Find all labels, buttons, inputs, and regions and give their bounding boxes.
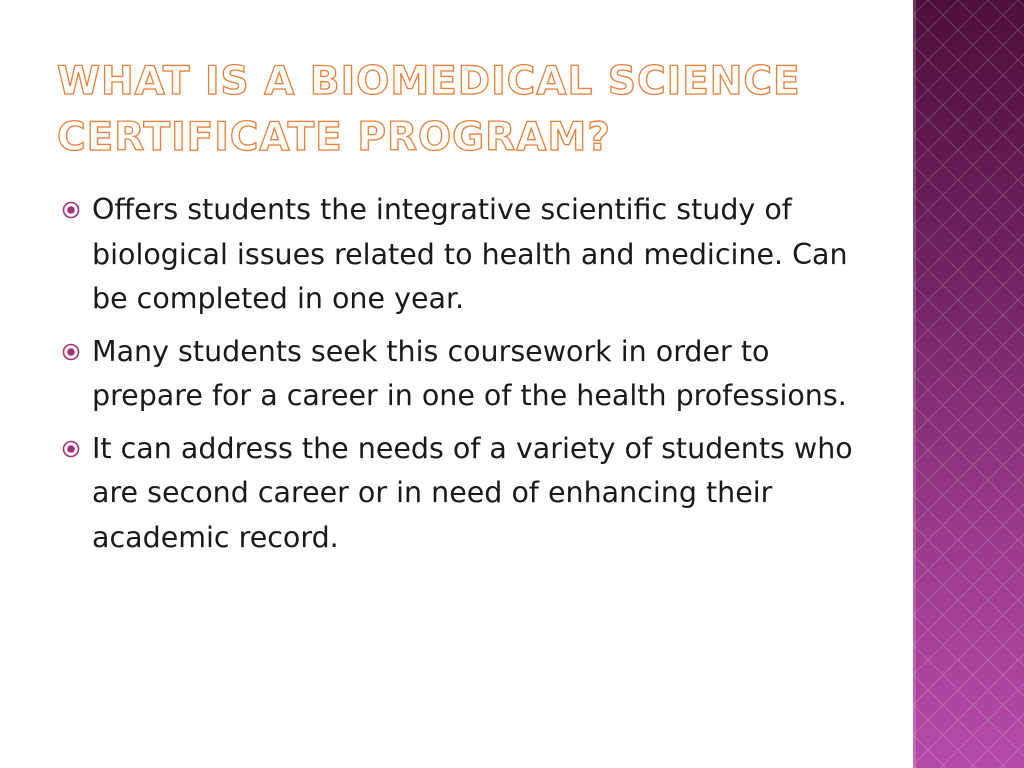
slide-title: WHAT IS A BIOMEDICAL SCIENCE CERTIFICATE PROGRAM? bbox=[57, 59, 801, 160]
bullet-radio-icon bbox=[62, 343, 80, 361]
bullet-radio-icon bbox=[62, 440, 80, 458]
bullet-radio-icon bbox=[62, 201, 80, 219]
bullet-text: Offers students the integrative scientific study of biological issues related to health and medicine. Can be completed in one year. bbox=[92, 193, 848, 315]
sidebar-pattern bbox=[913, 0, 1024, 768]
list-item bbox=[62, 427, 862, 561]
bullet-list bbox=[62, 188, 862, 568]
list-item bbox=[62, 188, 862, 322]
bullet-text: It can address the needs of a variety of students who are second career or in need of enhancing their academic record. bbox=[92, 431, 853, 554]
bullet-text: Many students seek this coursework in order to prepare for a career in one of the health professions. bbox=[92, 334, 847, 412]
list-item bbox=[62, 330, 862, 419]
sidebar-edge bbox=[913, 0, 916, 768]
decorative-sidebar bbox=[913, 0, 1024, 768]
